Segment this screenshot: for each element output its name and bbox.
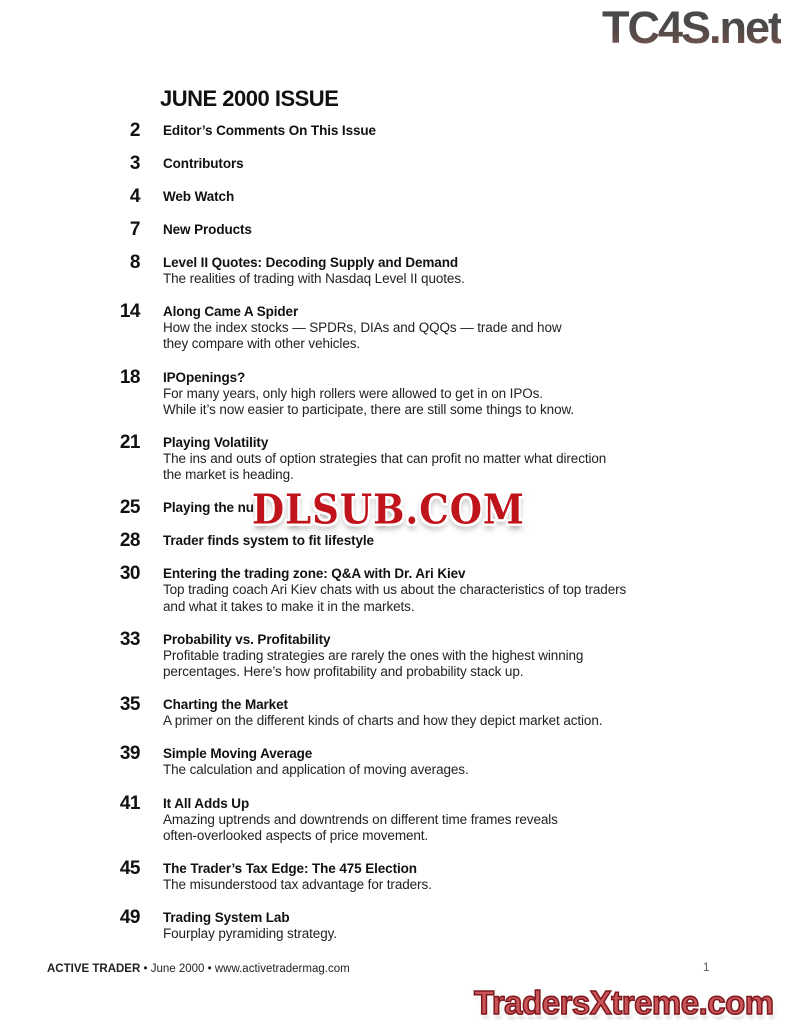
page-title: JUNE 2000 ISSUE: [160, 86, 339, 111]
toc-entry: [45, 254, 675, 287]
toc-entry: [45, 696, 675, 729]
toc-entry-body: [163, 565, 675, 614]
toc-entry-body: [163, 254, 675, 287]
toc-page-number: 7: [129, 219, 140, 240]
toc-entry-body: [163, 909, 675, 942]
toc-entry-body: [163, 369, 675, 418]
toc-entry-description: the market is heading.: [163, 467, 294, 483]
toc-entry-title: Playing the nu: [163, 500, 254, 516]
toc-page-number: 21: [119, 432, 140, 454]
toc-page-number: 8: [129, 252, 140, 273]
toc-entry-description: often-overlooked aspects of price movement.: [163, 827, 429, 843]
toc-entry-body: [163, 696, 675, 729]
toc-entry: [45, 909, 675, 942]
dlsub-watermark-logo: DLSUB.COM: [252, 484, 525, 534]
toc-entry-title: Trading System Lab: [163, 910, 290, 926]
toc-entry-title: Contributors: [163, 156, 244, 171]
toc-entry-description: Amazing uptrends and downtrends on different time frames reveals: [163, 811, 558, 827]
toc-entry-title: Trader finds system to fit lifestyle: [163, 533, 374, 549]
toc-entry-title: Along Came A Spider: [163, 304, 299, 320]
toc-entry-description: The ins and outs of option strategies that can profit no matter what direction: [163, 451, 607, 467]
toc-entry-title: The Trader’s Tax Edge: The 475 Election: [163, 861, 417, 877]
toc-entry-description: percentages. Here’s how profitability and probability stack up.: [163, 664, 524, 680]
toc-entry: [45, 792, 675, 844]
toc-page-number: 4: [129, 186, 140, 207]
toc-entry: [45, 155, 675, 172]
toc-entry-description: While it’s now easier to participate, there are still some things to know.: [163, 401, 575, 417]
toc-entry-body: [163, 631, 675, 680]
toc-page-number: 33: [119, 628, 140, 650]
toc-entry-body: [163, 745, 675, 778]
toc-entry: [45, 122, 675, 139]
toc-entry-body: [163, 221, 675, 238]
toc-entry-body: [163, 188, 675, 205]
toc-page-number: 25: [119, 497, 140, 519]
tradersxtreme-watermark-logo: TradersXtreme.com: [474, 984, 774, 1021]
toc-entry-description: For many years, only high rollers were allowed to get in on IPOs.: [163, 385, 543, 401]
toc-entry-body: [163, 303, 675, 352]
toc-entry-title: Editor’s Comments On This Issue: [163, 123, 376, 138]
toc-entry-description: The misunderstood tax advantage for traders.: [163, 877, 432, 893]
toc-entry: [45, 628, 675, 680]
toc-page-number: 28: [119, 530, 140, 552]
toc-entry-description: Top trading coach Ari Kiev chats with us about the characteristics of top traders: [163, 582, 627, 598]
toc-page-number: 41: [119, 792, 140, 814]
toc-entry: [45, 530, 675, 552]
toc-entry-description: The calculation and application of moving averages.: [163, 762, 469, 778]
toc-entry-title: Web Watch: [163, 189, 235, 204]
toc-entry-title: IPOpenings?: [163, 369, 246, 385]
toc-page-number: 49: [119, 907, 140, 929]
toc-entry-title: It All Adds Up: [163, 795, 250, 811]
toc-entry-title: Simple Moving Average: [163, 746, 313, 762]
toc-entry-body: [163, 434, 675, 483]
toc-entry-title: Probability vs. Profitability: [163, 631, 331, 647]
toc-entry-title: Entering the trading zone: Q&A with Dr. Ari Kiev: [163, 566, 466, 582]
toc-page-number: 3: [129, 153, 140, 174]
toc-entry-title: New Products: [163, 222, 252, 237]
toc-list: [45, 122, 675, 958]
toc-entry-description: Profitable trading strategies are rarely the ones with the highest winning: [163, 647, 584, 663]
footer: [47, 963, 350, 975]
toc-page-number: 14: [119, 301, 140, 323]
toc-entry: [45, 745, 675, 778]
toc-entry-body: [163, 155, 675, 172]
toc-entry: [45, 188, 675, 205]
toc-page-number: 39: [119, 743, 140, 765]
toc-entry: [45, 366, 675, 418]
toc-entry: [45, 303, 675, 352]
toc-entry: [45, 434, 675, 483]
toc-entry-description: they compare with other vehicles.: [163, 336, 361, 352]
toc-entry: [45, 860, 675, 893]
toc-entry-title: Playing Volatility: [163, 435, 269, 451]
page-number: 1: [703, 962, 710, 974]
toc-page-number: 45: [119, 858, 140, 880]
toc-entry-description: Fourplay pyramiding strategy.: [163, 926, 337, 942]
toc-entry-description: and what it takes to make it in the markets.: [163, 598, 415, 614]
toc-entry-title: Level II Quotes: Decoding Supply and Demand: [163, 255, 458, 270]
toc-entry-description: A primer on the different kinds of charts and how they depict market action.: [163, 713, 603, 729]
toc-page-number: 2: [129, 120, 140, 141]
toc-page-number: 30: [119, 563, 140, 585]
toc-entry-description: How the index stocks — SPDRs, DIAs and QQQs — trade and how: [163, 320, 562, 336]
toc-entry-body: [163, 795, 675, 844]
tc4s-watermark-logo: TC4S.net: [601, 2, 781, 53]
toc-entry-body: [163, 532, 675, 549]
toc-entry-body: [163, 122, 675, 139]
toc-entry-body: [163, 860, 675, 893]
toc-entry-title: Charting the Market: [163, 697, 288, 713]
footer-issue-info: • June 2000 • www.activetradermag.com: [140, 963, 350, 975]
toc-page-number: 18: [119, 366, 140, 388]
footer-magazine-name: ACTIVE TRADER: [47, 963, 141, 975]
toc-entry: [45, 221, 675, 238]
toc-entry: [45, 565, 675, 614]
toc-page-number: 35: [119, 694, 140, 716]
toc-entry-description: The realities of trading with Nasdaq Level II quotes.: [163, 271, 465, 286]
